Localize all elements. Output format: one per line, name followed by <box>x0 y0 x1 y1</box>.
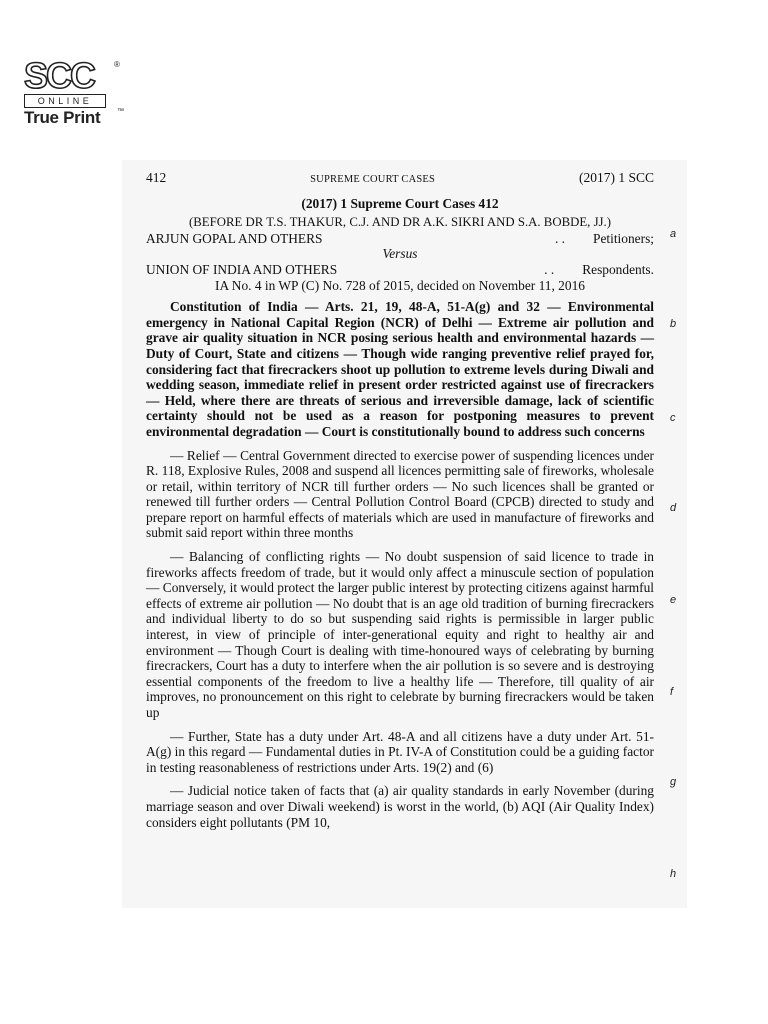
margin-letter-b: b <box>670 318 677 330</box>
scc-online-logo <box>22 55 124 130</box>
logo-trademark: ™ <box>117 108 124 115</box>
margin-letter-c: c <box>670 412 676 424</box>
state-duty-paragraph: — Further, State has a duty under Art. 48-A and all citizens have a duty under Art. 51-A(g) in this regard — Fundamental duties in Pt. IV-A of Constitution could be a guiding factor in testing reasonableness of restrictions under Arts. 19(2) and (6) <box>146 728 654 775</box>
logo-registered-mark: ® <box>114 60 120 69</box>
relief-paragraph: — Relief — Central Government directed to exercise power of suspending licences under R. 118, Explosive Rules, 2008 and suspend all licences permitting sale of fireworks, wholesale or retail, within territory of NCR till further orders — No such licences shall be granted or renewed till further orders — Central Pollution Control Board (CPCB) directed to study and prepare report on harmful effects of materials which are used in manufacture of fireworks and submit said report within three months <box>146 447 654 541</box>
respondent-role: Respondents. <box>582 261 654 277</box>
petitioner-dots: . . <box>554 230 565 246</box>
logo-tagline: True Print <box>24 108 101 127</box>
logo-brand: SCC <box>24 55 95 96</box>
margin-letter-f: f <box>670 686 674 698</box>
margin-letter-h: h <box>670 868 677 880</box>
margin-letter-a: a <box>670 228 677 240</box>
case-citation: (2017) 1 Supreme Court Cases 412 <box>301 195 499 211</box>
page-content <box>146 170 654 830</box>
logo-online-box: ONLINE <box>24 94 106 108</box>
margin-letter-g: g <box>670 776 677 788</box>
margin-letter-e: e <box>670 594 677 606</box>
headnote-paragraph: Constitution of India — Arts. 21, 19, 48-A, 51-A(g) and 32 — Environmental emergency in National Capital Region (NCR) of Delhi — Extreme air pollution and grave air quality situation in NCR posing serious health and environmental hazards — Duty of Court, State and citizens — Though wide ranging preventive relief prayed for, considering fact that firecrackers shoot up pollution to extreme levels during Diwali and wedding season, immediate relief in present order restricted against use of firecrackers — Held, where there are threats of serious and irreversible damage, lack of scientific certainty should not be used as a reason for postponing measures to prevent environmental degradation — Court is constitutionally bound to address such concerns <box>146 299 654 439</box>
respondent-name: UNION OF INDIA AND OTHERS <box>146 261 338 277</box>
document-page <box>122 160 687 908</box>
respondent-dots: . . <box>544 261 555 277</box>
running-citation: (2017) 1 SCC <box>578 170 654 185</box>
margin-letter-d: d <box>670 502 677 514</box>
respondent-line <box>146 262 654 278</box>
running-title: SUPREME COURT CASES <box>310 174 436 185</box>
bench-line: (BEFORE DR T.S. THAKUR, C.J. AND DR A.K. SIKRI AND S.A. BOBDE, JJ.) <box>189 215 611 230</box>
balancing-paragraph: — Balancing of conflicting rights — No doubt suspension of said licence to trade in fireworks affects freedom of trade, but it would only affect a minuscule section of population — Conversely, it would protect the larger public interest by protecting citizens against harmful effects of extreme air pollution — No doubt that is an age old tradition of burning firecrackers and individual liberty to do so but suspending said rights is permissible in larger public interest, in view of principle of inter-generational equity and right to healthy air and environment — Though Court is dealing with time-honoured ways of celebrating by burning firecrackers, Court has a duty to interfere when the air pollution is so severe and is destroying essential components of the freedom to live a healthy life — Therefore, till quality of air improves, no pronouncement on this right to celebrate by burning firecrackers would be taken up <box>146 549 654 720</box>
ia-decided-line: IA No. 4 in WP (C) No. 728 of 2015, decided on November 11, 2016 <box>215 277 585 293</box>
petitioner-role: Petitioners; <box>593 230 654 246</box>
page-number: 412 <box>146 170 167 185</box>
petitioner-name: ARJUN GOPAL AND OTHERS <box>146 230 323 246</box>
judicial-notice-paragraph: — Judicial notice taken of facts that (a) air quality standards in early November (during marriage season and over Diwali weekend) is worst in the world, (b) AQI (Air Quality Index) considers eight pollutants (PM 10, <box>146 783 654 830</box>
versus-label: Versus <box>382 246 418 262</box>
petitioner-line <box>146 231 654 247</box>
running-head <box>146 170 654 188</box>
